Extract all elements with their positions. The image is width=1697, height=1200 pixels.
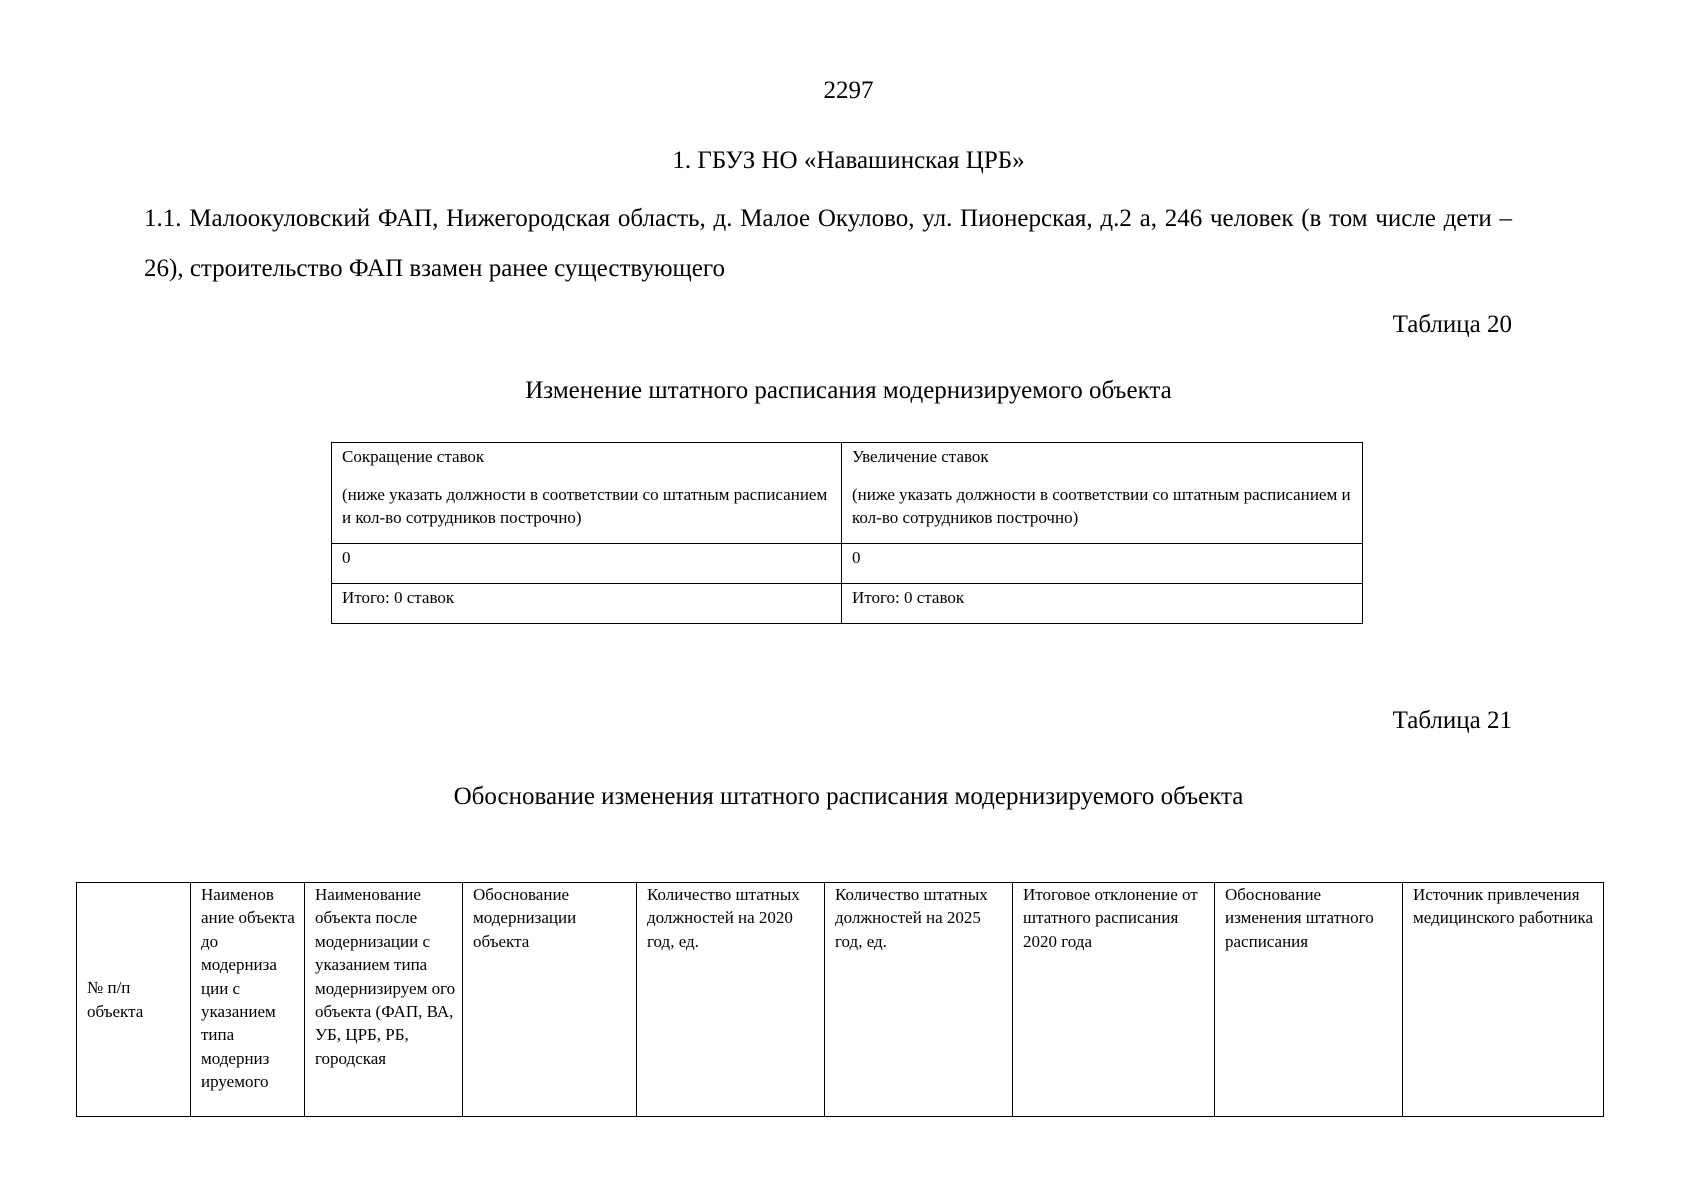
table-header-row <box>332 443 1363 544</box>
header-cell-positions-2025: Количество штатных должностей на 2025 год, ед. <box>825 883 1013 1117</box>
table-cell: Итого: 0 ставок <box>332 584 842 624</box>
header-cell-object-number: № п/п объекта <box>77 883 191 1117</box>
header-title: Сокращение ставок <box>342 447 485 466</box>
table-header-row <box>77 883 1604 1117</box>
staffing-justification-table <box>76 882 1604 1117</box>
header-cell-positions-2020: Количество штатных должностей на 2020 год, ед. <box>637 883 825 1117</box>
organization-heading: 1. ГБУЗ НО «Навашинская ЦРБ» <box>672 147 1025 174</box>
table-21-title: Обоснование изменения штатного расписания модернизируемого объекта <box>453 783 1244 810</box>
header-title: Увеличение ставок <box>852 447 989 466</box>
table-21-label: Таблица 21 <box>1392 707 1512 734</box>
page-number: 2297 <box>823 77 874 104</box>
table-20-label: Таблица 20 <box>1392 311 1512 338</box>
staffing-change-table <box>331 442 1363 624</box>
header-note: (ниже указать должности в соответствии со штатным расписанием и кол-во сотрудников построчно) <box>852 485 1351 527</box>
table-row <box>332 544 1363 584</box>
table-cell: Итого: 0 ставок <box>842 584 1363 624</box>
header-cell-name-after: Наименование объекта после модернизации с указанием типа модернизируем ого объекта (ФАП, ВА, УБ, ЦРБ, РБ, городская <box>305 883 463 1117</box>
header-cell-increase <box>842 443 1363 544</box>
header-cell-staff-source: Источник привлечения медицинского работника <box>1403 883 1604 1117</box>
header-cell-change-reason: Обоснование изменения штатного расписания <box>1215 883 1403 1117</box>
table-20-title: Изменение штатного расписания модернизируемого объекта <box>525 377 1172 404</box>
table-cell: 0 <box>842 544 1363 584</box>
header-cell-total-deviation: Итоговое отклонение от штатного расписания 2020 года <box>1013 883 1215 1117</box>
header-cell-name-before: Наименов ание объекта до модерниза ции с указанием типа модерниз ируемого <box>191 883 305 1117</box>
object-description: 1.1. Малоокуловский ФАП, Нижегородская область, д. Малое Окулово, ул. Пионерская, д.2 а, 246 человек (в том числе дети – 26), строительство ФАП взамен ранее существующего <box>144 205 1512 282</box>
header-note: (ниже указать должности в соответствии со штатным расписанием и кол-во сотрудников построчно) <box>342 485 828 527</box>
header-cell-modernization-reason: Обоснование модернизации объекта <box>463 883 637 1117</box>
table-cell: 0 <box>332 544 842 584</box>
header-cell-reduction <box>332 443 842 544</box>
table-total-row <box>332 584 1363 624</box>
